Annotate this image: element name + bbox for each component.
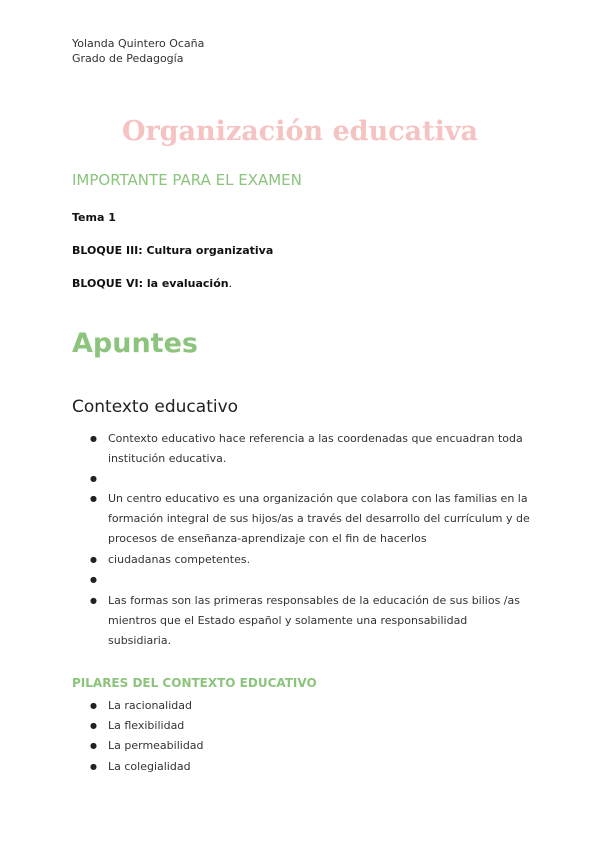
bloque6-label: BLOQUE VI: la evaluación — [72, 277, 229, 290]
bloque6-line — [72, 276, 232, 291]
bloque3-label: BLOQUE III: Cultura organizativa — [72, 244, 274, 257]
document-title: Organización educativa — [121, 116, 479, 147]
apuntes-heading: Apuntes — [72, 328, 198, 359]
important-heading: IMPORTANTE PARA EL EXAMEN — [72, 171, 302, 189]
bloque6-suffix: . — [228, 277, 233, 290]
pilar-item: ● La permeabilidad — [90, 736, 530, 756]
list-item: ● Las formas son las primeras responsables de la educación de sus bilios /as mientros que el Estado español y solamente una responsabilidad subsidiaria. — [90, 591, 530, 651]
contexto-heading: Contexto educativo — [72, 397, 239, 417]
pilar-item: ● La colegialidad — [90, 757, 530, 777]
list-item: ● ciudadanas competentes. — [90, 550, 530, 570]
list-item: ● Contexto educativo hace referencia a las coordenadas que encuadran toda institución educativa. — [90, 429, 530, 469]
list-item: ● Un centro educativo es una organización que colabora con las familias en la formación integral de sus hijos/as a través del desarrollo del currículum y de procesos de enseñanza-aprendizaje con el fin de hacerlos — [90, 489, 530, 549]
tema-label: Tema 1 — [72, 211, 116, 224]
pilar-item: ● La flexibilidad — [90, 716, 530, 736]
author-name: Yolanda Quintero Ocaña — [72, 37, 205, 50]
degree-name: Grado de Pedagogía — [72, 52, 184, 65]
tema-line — [72, 210, 116, 225]
pilares-heading: PILARES DEL CONTEXTO EDUCATIVO — [72, 676, 317, 690]
pilar-item: ● La racionalidad — [90, 696, 530, 716]
bloque3-line — [72, 243, 273, 258]
